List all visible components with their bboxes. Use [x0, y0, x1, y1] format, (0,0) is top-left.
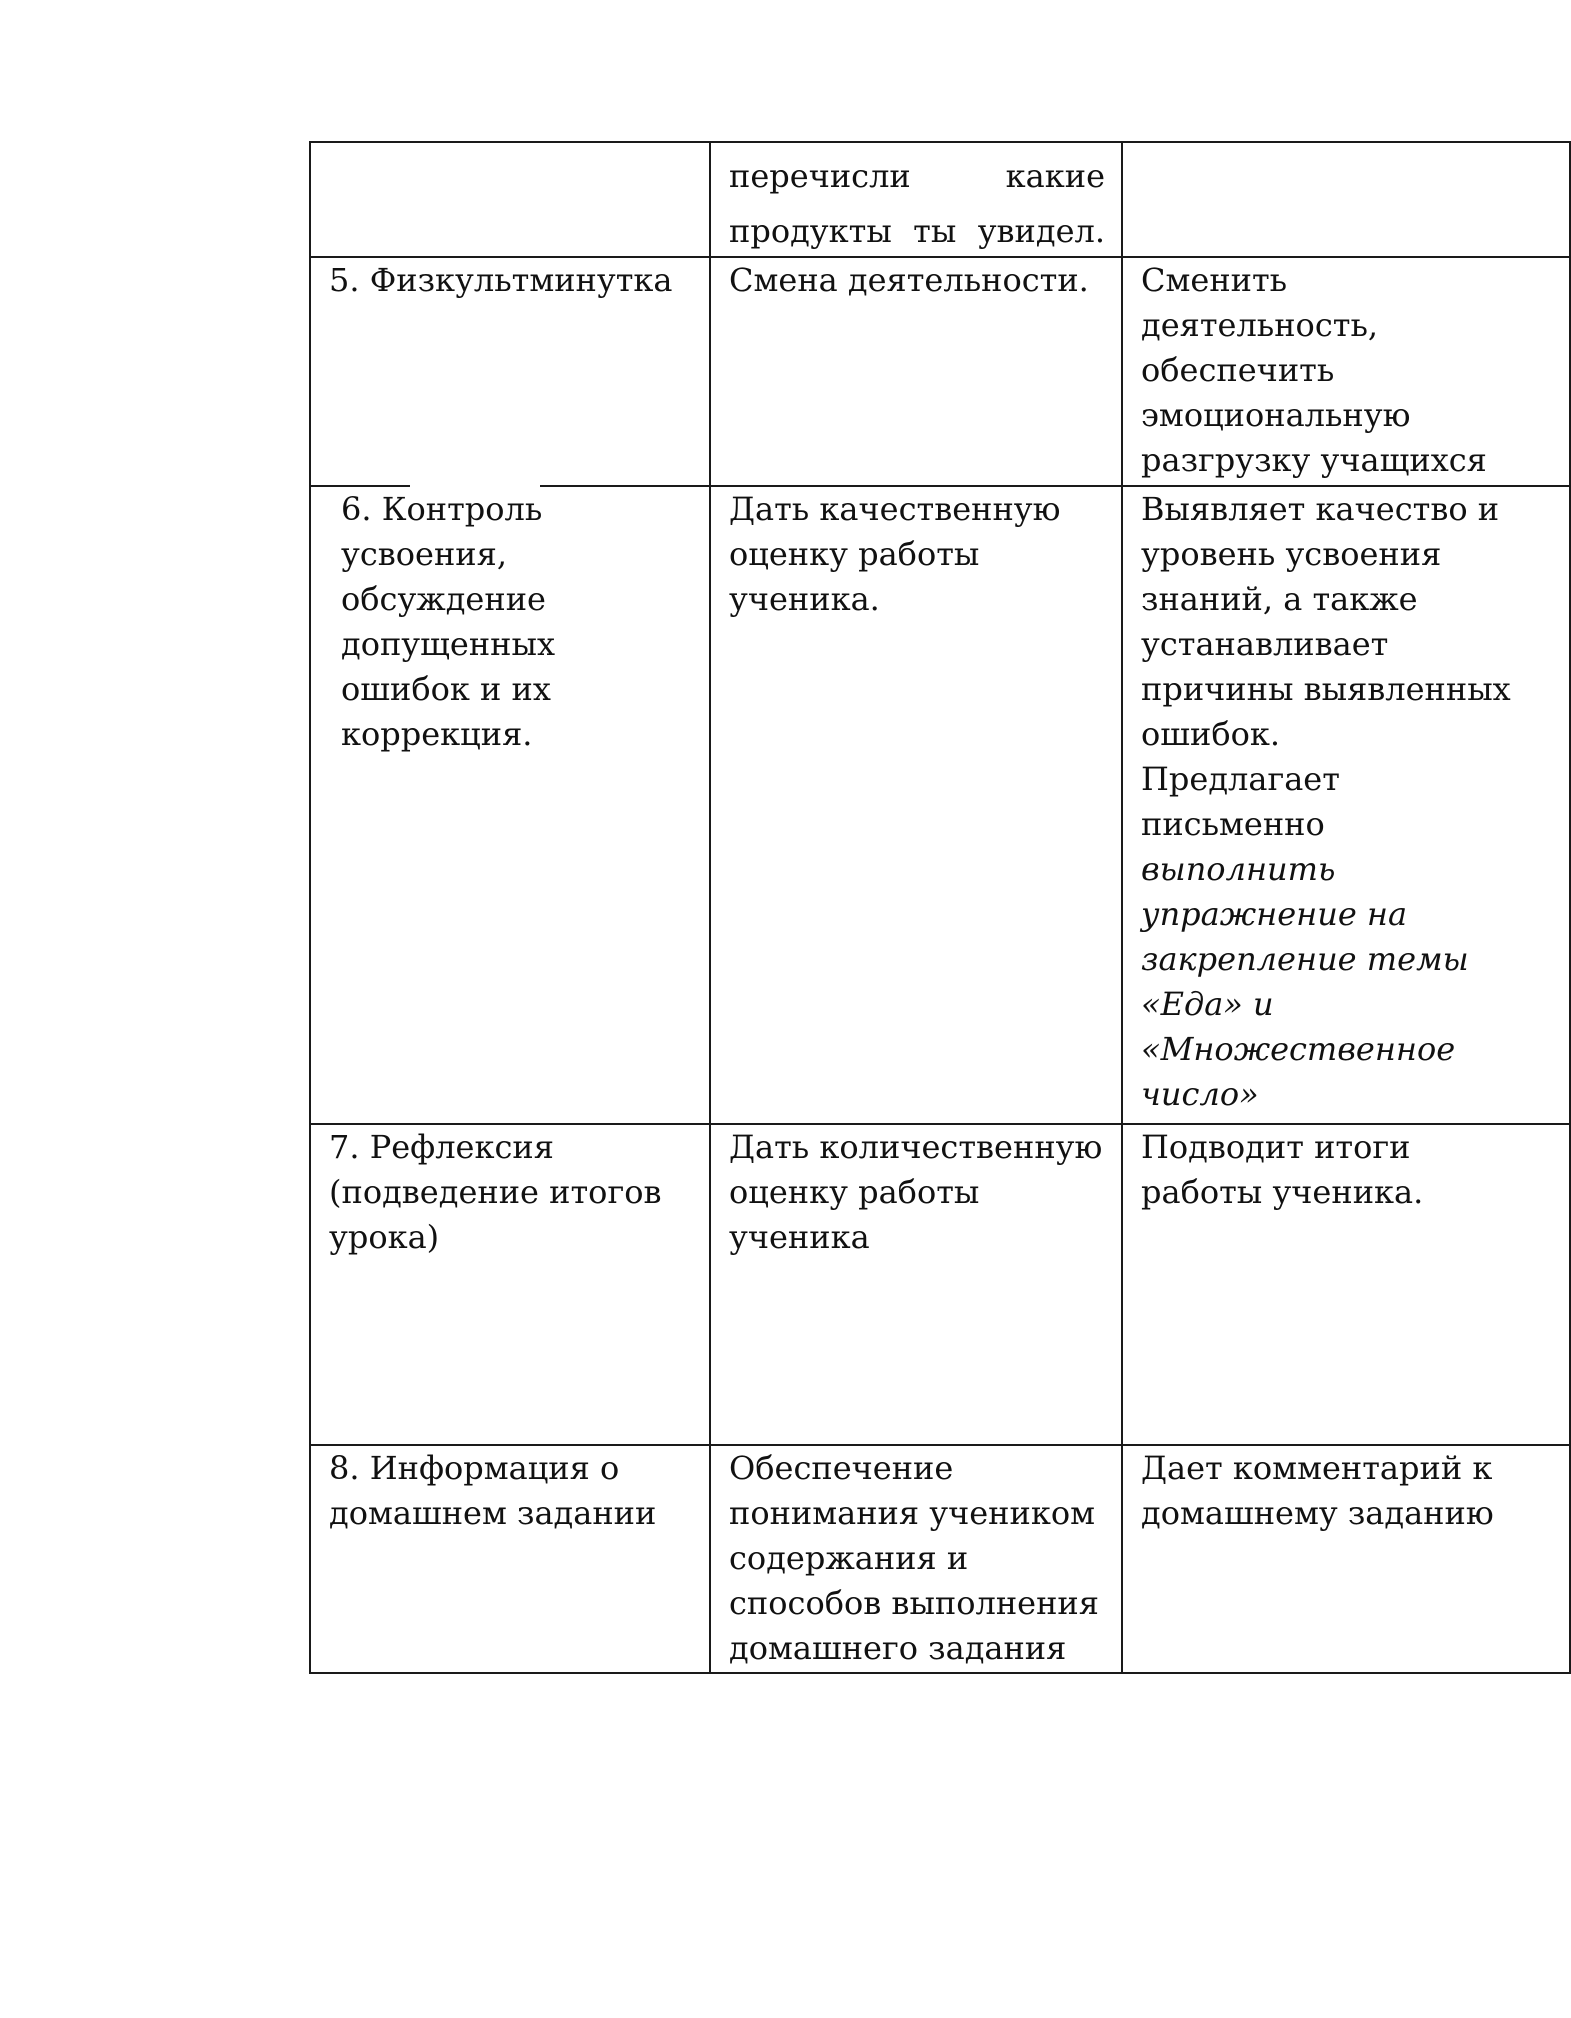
goal-line: Дать количественную [729, 1128, 1103, 1166]
teacher-line: знаний, а также [1141, 580, 1418, 618]
lesson-plan-table [309, 141, 1571, 1674]
teacher-line: Сменить [1141, 261, 1288, 299]
stage-line: обсуждение [341, 580, 546, 618]
table-row [310, 1124, 1570, 1445]
teacher-line-italic: упражнение на [1141, 895, 1408, 933]
stage-line: 6. Контроль [341, 490, 543, 528]
goal-line: способов выполнения [729, 1584, 1099, 1622]
goal-word: какие [1005, 157, 1105, 195]
teacher-cell [1122, 486, 1570, 1124]
teacher-cell [1122, 1445, 1570, 1673]
stage-line: 5. Физкультминутка [329, 261, 673, 299]
goal-word: перечисли [729, 157, 911, 195]
stage-cell [310, 142, 710, 257]
goal-line: оценку работы [729, 1173, 980, 1211]
teacher-line: работы ученика. [1141, 1173, 1424, 1211]
teacher-line: разгрузку учащихся [1141, 441, 1487, 479]
teacher-line-italic: «Множественное [1141, 1030, 1456, 1068]
stage-line: 8. Информация о [329, 1449, 620, 1487]
stage-line: (подведение итогов [329, 1173, 662, 1211]
stage-line: ошибок и их [341, 670, 551, 708]
stage-line: усвоения, [341, 535, 507, 573]
goal-line: Смена деятельности. [729, 261, 1089, 299]
teacher-line-italic: закрепление темы [1141, 940, 1469, 978]
teacher-line: обеспечить [1141, 351, 1335, 389]
teacher-line: домашнему заданию [1141, 1494, 1494, 1532]
teacher-line: устанавливает [1141, 625, 1389, 663]
goal-cell [710, 257, 1122, 486]
stage-cell [310, 486, 710, 1124]
teacher-cell [1122, 142, 1570, 257]
teacher-line: деятельность, [1141, 306, 1379, 344]
stage-cell [310, 257, 710, 486]
goal-cell [710, 1124, 1122, 1445]
goal-line: ученика [729, 1218, 870, 1256]
stage-cell [310, 1124, 710, 1445]
stage-line: 7. Рефлексия [329, 1128, 554, 1166]
teacher-line: Подводит итоги [1141, 1128, 1411, 1166]
goal-line: ученика. [729, 580, 880, 618]
goal-line: Обеспечение [729, 1449, 954, 1487]
goal-line: понимания учеником [729, 1494, 1095, 1532]
teacher-line: причины выявленных [1141, 670, 1511, 708]
goal-line: оценку работы [729, 535, 980, 573]
goal-text [729, 141, 1121, 254]
teacher-line-italic: «Еда» и [1141, 985, 1274, 1023]
stage-line: коррекция. [341, 715, 533, 753]
teacher-line: эмоциональную [1141, 396, 1411, 434]
teacher-line-italic: выполнить [1141, 850, 1336, 888]
stage-cell [310, 1445, 710, 1673]
teacher-line: письменно [1141, 805, 1325, 843]
teacher-line: Выявляет качество и [1141, 490, 1500, 528]
stage-line: урока) [329, 1218, 440, 1256]
table-row [310, 486, 1570, 1124]
teacher-line: Предлагает [1141, 760, 1340, 798]
goal-line: содержания и [729, 1539, 969, 1577]
goal-line: домашнего задания [729, 1629, 1067, 1667]
goal-cell [710, 142, 1122, 257]
border-gap [410, 482, 540, 487]
goal-cell [710, 486, 1122, 1124]
teacher-line: Дает комментарий к [1141, 1449, 1493, 1487]
table-row [310, 142, 1570, 257]
stage-line: домашнем задании [329, 1494, 657, 1532]
goal-line: Дать качественную [729, 490, 1061, 528]
teacher-cell [1122, 1124, 1570, 1445]
teacher-line: уровень усвоения [1141, 535, 1442, 573]
teacher-line: ошибок. [1141, 715, 1281, 753]
stage-line: допущенных [341, 625, 555, 663]
goal-cell [710, 1445, 1122, 1673]
table-row [310, 257, 1570, 486]
table-row [310, 1445, 1570, 1673]
goal-line: продукты ты увидел. [729, 212, 1105, 250]
teacher-line-italic: число» [1141, 1075, 1259, 1113]
teacher-cell [1122, 257, 1570, 486]
